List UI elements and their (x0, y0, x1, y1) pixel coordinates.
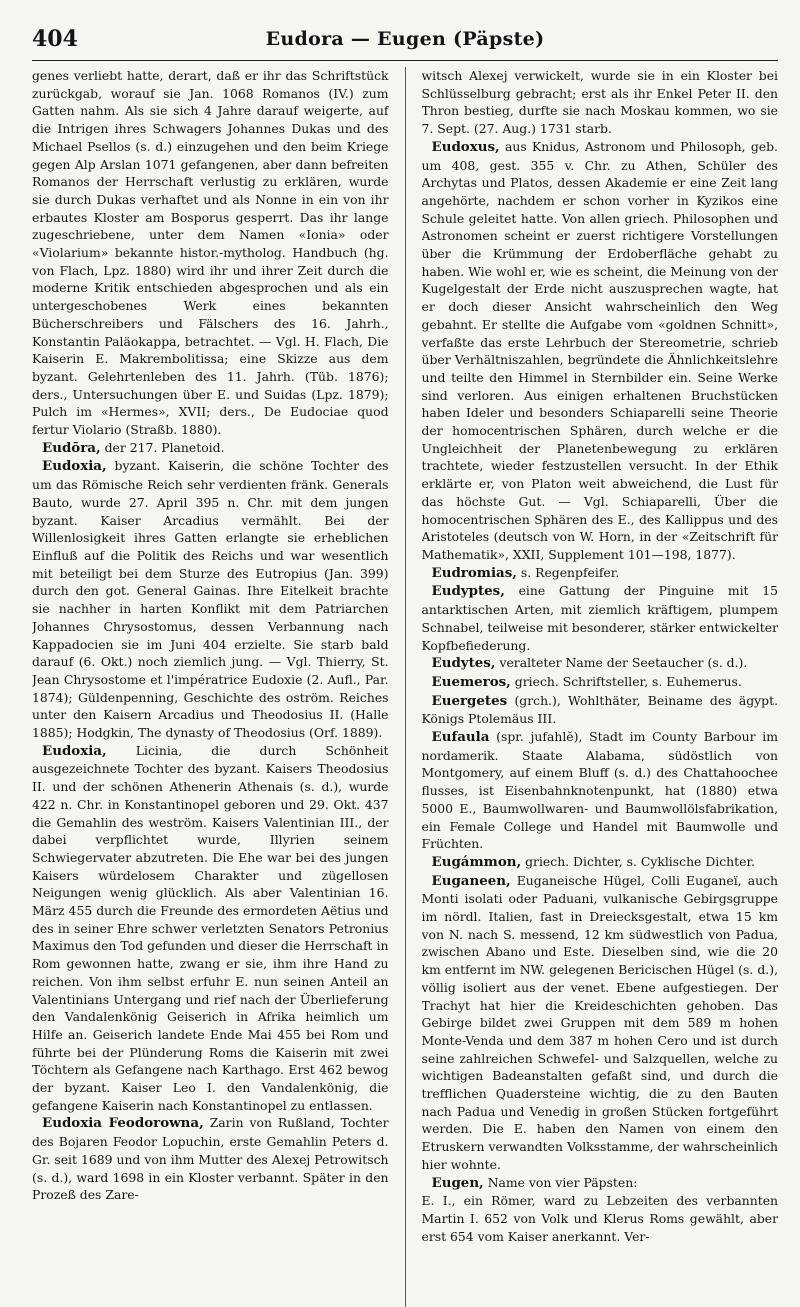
entry-headword: Eudromias, (431, 564, 517, 581)
entry-headword: Eufaula (431, 729, 490, 746)
dictionary-entry (422, 853, 779, 872)
dictionary-entry (32, 457, 389, 741)
dictionary-entry (422, 1174, 779, 1193)
dictionary-entry (422, 138, 779, 564)
dictionary-entry (32, 439, 389, 458)
entry-text: (grch.), Wohlthäter, Beiname des ägypt. Königs Ptolemäus III. (421, 692, 779, 727)
page-number: 404 (32, 26, 78, 52)
entry-headword: Eudoxia, (42, 742, 107, 759)
entry-headword: Eugen, (431, 1174, 484, 1191)
running-title: Eudora — Eugen (Päpste) (265, 28, 545, 50)
entry-text: Licinia, die durch Schönheit ausgezeichnete Tochter des byzant. Kaisers Theodosius II. und der schönen Athenerin Athenais (s. d.), wurde 422 n. Chr. in Konstantinopel geboren und 29. Okt. 437 die Gemahlin des weström. Kaisers Valentinian III., der dabei verpflichtet wurde, Illyrien seinem Schwiegervater abzutreten. Die Ehe war bei des jungen Kaisers würdelosem Charakter und zügellosen Neigungen wenig glücklich. Als aber Valentinian 16. März 455 durch die Freunde des ermordeten Aëtius und des in seiner Ehre schwer verletzten Senators Petronius Maximus den Tod gefunden und dieser die Herrschaft in Rom gewonnen hatte, zwang er sie, ihm ihre Hand zu reichen. Von ihm selbst erfuhr E. nun seinen Anteil an Valentinians Untergang und rief nach der Überlieferung den Vandalenkönig Geiserich in Afrika heimlich um Hilfe an. Geiserich landete Ende Mai 455 bei Rom und führte bei der Plünderung Roms die Kaiserin mit zwei Töchtern als Gefangene nach Karthago. Erst 462 bewog der byzant. Kaiser Leo I. den Vandalenkönig, die gefangene Kaiserin nach Konstantinopel zu entlassen. (32, 742, 389, 1113)
entry-text: aus Knidus, Astronom und Philosoph, geb. um 408, gest. 355 v. Chr. zu Athen, Schüler des Archytas und Platos, dessen Akademie er eine Zeit lang angehörte, nachdem er schon vorher in Kyzikos eine Schule geleitet hatte. Von allen griech. Philosophen und Astronomen scheint er zuerst richtigere Vorstellungen über die Krümmung der Erdoberfläche gehabt zu haben. Wie wohl er, wie es scheint, die Meinung von der Kugelgestalt der Erde nicht auszusprechen wagte, hat er doch dieser Ansicht wahrscheinlich den Weg gebahnt. Er stellte die Aufgabe vom «goldnen Schnitt», verfaßte das erste Lehrbuch der Stereometrie, schrieb über Verhältniszahlen, begründete die Ähnlichkeitslehre und teilte den Himmel in Sternbilder ein. Seine Werke sind verloren. Aus einigen erhaltenen Bruchstücken haben Ideler und besonders Schiaparelli seine Theorie der homocentrischen Sphären, durch welche er die Ungleichheit der Planetenbewegung zu erklären trachtete, wieder festzustellen versucht. In der Ethik erklärte er, von Platon weit abweichend, die Lust für das höchste Gut. — Vgl. Schiaparelli, Über die homocentrischen Sphären des E., des Kallippus und des Aristoteles (deutsch von W. Horn, in der «Zeitschrift für Mathematik», XXII, Supplement 101—198, 1877). (421, 138, 779, 562)
entry-headword: Eudyptes, (431, 583, 505, 600)
entry-headword: Eudoxia Feodorowna, (42, 1115, 204, 1132)
dictionary-entry (422, 582, 779, 654)
dictionary-entry (422, 67, 779, 138)
entry-text: Name von vier Päpsten: (487, 1174, 638, 1190)
entry-headword: Eudōra, (42, 439, 101, 456)
entry-text: s. Regenpfeifer. (520, 564, 620, 580)
entry-headword: Euemeros, (431, 673, 511, 690)
left-column (32, 67, 389, 1307)
dictionary-entry (422, 654, 779, 673)
dictionary-entry (422, 564, 779, 583)
column-divider (405, 67, 406, 1307)
entry-headword: Eudoxus, (431, 138, 500, 155)
entry-text: veralteter Name der Seetaucher (s. d.). (499, 655, 748, 671)
entry-text: eine Gattung der Pinguine mit 15 antarktischen Arten, mit ziemlich kräftigem, plumpem Schnabel, teilweise mit besonderer, stärker entwickelter Kopfbefiederung. (421, 583, 779, 653)
dictionary-entry (32, 742, 389, 1115)
entry-text: griech. Dichter, s. Cyklische Dichter. (525, 853, 755, 869)
columns (32, 67, 778, 1307)
dictionary-entry (32, 67, 389, 439)
entry-text: E. I., ein Römer, ward zu Lebzeiten des verbannten Martin I. 652 von Volk und Klerus Roms gewählt, aber erst 654 vom Kaiser anerkannt. Ver- (421, 1193, 779, 1244)
entry-headword: Euganeen, (431, 872, 511, 889)
entry-headword: Eudytes, (431, 655, 496, 672)
entry-text: der 217. Planetoid. (104, 439, 225, 455)
entry-text: genes verliebt hatte, derart, daß er ihr das Schriftstück zurückgab, worauf sie Jan. 1068 Romanos (IV.) zum Gatten nahm. Als sie sich 4 Jahre darauf weigerte, auf die Intrigen ihres Schwagers Johannes Dukas und des Michael Psellos (s. d.) einzugehen und den beim Kriege gegen Alp Arslan 1071 gefangenen, aber dann befreiten Romanos der Herrschaft verlustig zu erklären, wurde sie durch Dukas verhaftet und als Nonne in ein von ihr erbautes Kloster am Bosporus gesperrt. Das ihr lange zugeschriebene, unter dem Namen «Ionia» oder «Violarium» bekannte histor.-mytholog. Handbuch (hg. von Flach, Lpz. 1880) wird ihr und ihrer Zeit durch die moderne Kritik entschieden abgesprochen und als ein untergeschobenes Werk eines bekannten Bücherschreibers und Fälschers des 16. Jahrh., Konstantin Paläokappa, betrachtet. — Vgl. H. Flach, Die Kaiserin E. Makrembolitissa; eine Skizze aus dem byzant. Gelehrtenleben des 11. Jahrh. (Tüb. 1876); ders., Untersuchungen über E. und Suidas (Lpz. 1879); Pulch im «Hermes», XVII; ders., De Eudociae quod fertur Violario (Straßb. 1880). (32, 68, 389, 438)
right-column (422, 67, 779, 1307)
dictionary-entry (32, 1114, 389, 1204)
dictionary-entry (422, 872, 779, 1174)
entry-text: byzant. Kaiserin, die schöne Tochter des um das Römische Reich sehr verdienten fränk. Generals Bauto, wurde 27. April 395 n. Chr. mit dem jungen byzant. Kaiser Arcadius vermählt. Bei der Willenlosigkeit ihres Gatten erlangte sie erheblichen Einfluß auf die Politik des Reichs und war wesentlich mit beteiligt bei dem Sturze des Eutropius (Jan. 399) durch den got. General Gainas. Ihre Eitelkeit brachte sie nachher in harten Konflikt mit dem Patriarchen Johannes Chrysostomus, dessen Verbannung nach Kappadocien sie im Juni 404 erzielte. Sie starb bald darauf (6. Okt.) noch ziemlich jung. — Vgl. Thierry, St. Jean Chrysostome et l'impératrice Eudoxie (2. Aufl., Par. 1874); Güldenpenning, Geschichte des oström. Reiches unter den Kaisern Arcadius und Theodosius II. (Halle 1885); Hodgkin, The dynasty of Theodosius (Orf. 1889). (32, 458, 389, 741)
page-header (32, 22, 778, 61)
entry-text: witsch Alexej verwickelt, wurde sie in ein Kloster bei Schlüsselburg gebracht; erst als ihr Enkel Peter II. den Thron bestieg, durfte sie nach Moskau kommen, wo sie 7. Sept. (27. Aug.) 1731 starb. (421, 68, 779, 137)
entry-headword: Eugámmon, (431, 853, 522, 870)
entry-text: Euganeische Hügel, Colli Euganeï, auch Monti isolati oder Paduani, vulkanische Gebirgsgruppe im nördl. Italien, fast in Dreiecksgestalt, etwa 15 km von N. nach S. messend, 12 km südwestlich von Padua, zwischen Abano und Este. Dieselben sind, wie die 20 km entfernt im NW. gelegenen Bericischen Hügel (s. d.), völlig isoliert aus der venet. Ebene aufgestiegen. Der Trachyt hat hier die Kreideschichten gehoben. Das Gebirge bildet zwei Gruppen mit dem 589 m hohen Monte-Venda und dem 387 m hohen Cero und ist durch seine zahlreichen Schwefel- und Salzquellen, welche zu wichtigen Badeanstalten gefaßt sind, und durch die trefflichen Quadersteine wichtig, die zu den Bauten nach Padua und Venedig in großen Stücken fortgeführt werden. Die E. haben den Namen von einem den Etruskern verwandten Volksstamme, der wahrscheinlich hier wohnte. (421, 872, 779, 1172)
entry-headword: Eudoxia, (42, 458, 107, 475)
dictionary-entry (422, 728, 779, 853)
dictionary-entry (422, 1192, 779, 1245)
entry-headword: Euergetes (431, 692, 508, 709)
dictionary-entry (422, 673, 779, 692)
entry-text: griech. Schriftsteller, s. Euhemerus. (514, 673, 742, 689)
entry-text: (spr. jufahlĕ), Stadt im County Barbour im nordamerik. Staate Alabama, südöstlich von Montgomery, auf einem Bluff (s. d.) des Chattahoochee flusses, ist Eisenbahnknotenpunkt, hat (1880) etwa 5000 E., Baumwollwaren- und Baumwollölsfabrikation, ein Female College und Handel mit Baumwolle und Früchten. (421, 729, 779, 852)
dictionary-entry (422, 692, 779, 728)
entry-text: Zarin von Rußland, Tochter des Bojaren Feodor Lopuchin, erste Gemahlin Peters d. Gr. seit 1689 und von ihm Mutter des Alexej Petrowitsch (s. d.), ward 1698 in ein Kloster verbannt. Später in den Prozeß des Zare- (32, 1115, 389, 1203)
